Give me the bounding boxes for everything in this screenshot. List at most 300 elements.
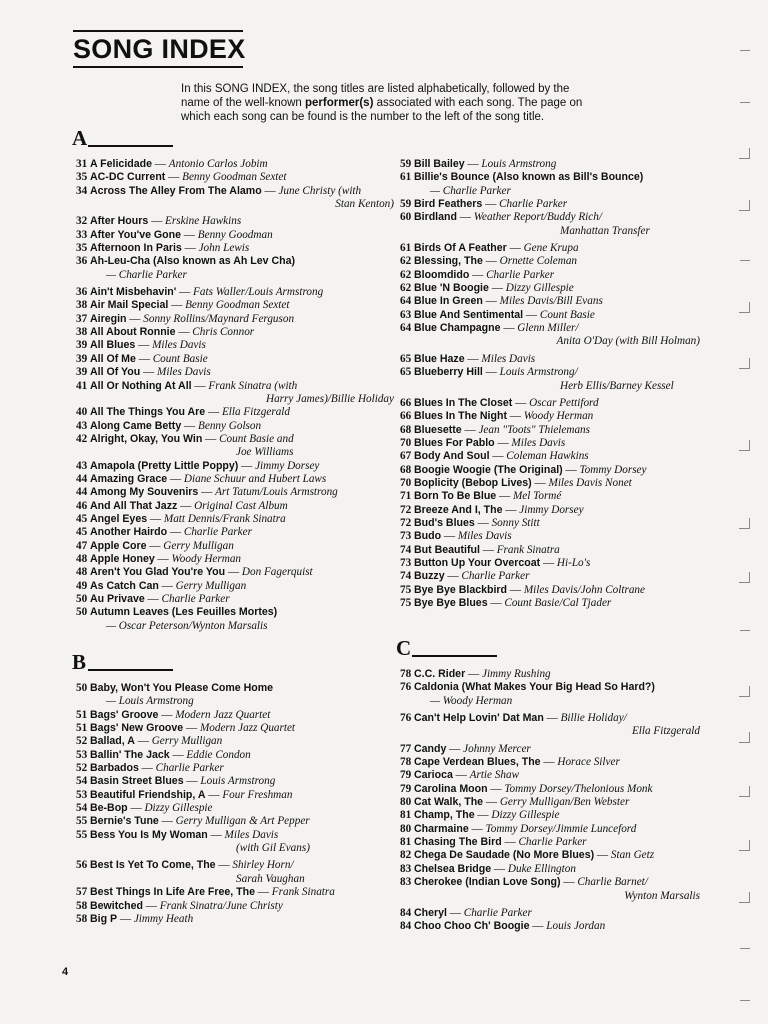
page-ref: 35 [76,242,88,255]
performer: Jimmy Heath [133,912,194,925]
performer: Count Basie [539,308,595,321]
index-entry: 76 Can't Help Lovin' Dat Man — Billie Holiday/ [400,712,627,725]
performer: Modern Jazz Quartet [199,722,296,735]
performer: Sonny Stitt [491,516,540,529]
song-title: Boplicity (Bebop Lives) [413,476,532,489]
performer: Miles Davis [157,366,211,379]
index-entry [400,171,700,184]
performer: Count Basie and [219,432,294,445]
performer: Modern Jazz Quartet [175,708,271,721]
song-title: Birdland [413,211,457,224]
page-ref: 44 [76,472,88,485]
performer: Ornette Coleman [499,255,578,268]
song-title: Champ, The [413,809,475,822]
performer: Louis Armstrong [481,158,557,170]
performer-continued: Sarah Vaughan [236,872,305,885]
page-ref: 58 [76,899,88,912]
index-entry: 38 All About Ronnie — Chris Connor [76,326,255,339]
song-title: Au Privave [89,593,145,605]
index-entry: 41 All Or Nothing At All — Frank Sinatra (with [76,379,298,392]
page-ref: 39 [76,352,88,365]
page-ref: 45 [76,526,88,539]
song-title: Billie's Bounce (Also known as Bill's Bounce) [413,171,644,184]
song-title: Apple Honey [89,552,155,565]
performer: John Lewis [198,242,250,255]
index-entry: 66 Blues In The Night — Woody Herman [400,410,594,423]
song-title: Best Is Yet To Come, The [89,859,216,872]
index-entry: 43 Along Came Betty — Benny Golson [76,419,262,432]
performer: Dizzy Gillespie [144,802,213,815]
performer-continued: Harry James)/Billie Holiday [265,392,394,405]
performer: Miles Davis [224,828,279,841]
page-ref: 34 [76,184,88,197]
section-b-right [400,158,700,610]
section-a [72,126,394,633]
index-entry: 49 As Catch Can — Gerry Mulligan [76,579,247,592]
index-entry [400,681,700,694]
index-entry: 63 Blue And Sentimental — Count Basie [400,308,595,321]
index-entry: 78 C.C. Rider — Jimmy Rushing [400,668,551,680]
song-title: Amapola (Pretty Little Poppy) [89,459,239,472]
performer-continued: Wynton Marsalis [624,889,700,902]
song-title: Candy [413,742,447,755]
song-title: Bluesette [413,423,462,436]
index-entry: 84 Choo Choo Ch' Boogie — Louis Jordan [400,920,606,933]
performer: Louis Armstrong/ [499,366,578,379]
index-entry: 53 Ballin' The Jack — Eddie Condon [76,748,251,761]
index-entry: 56 Best Is Yet To Come, The — Shirley Horn/ [76,859,294,872]
index-entry: 37 Airegin — Sonny Rollins/Maynard Ferguson [76,312,295,325]
page-ref: 51 [76,722,88,735]
song-title: Blue Haze [413,352,465,365]
index-entry: 48 Aren't You Glad You're You — Don Fagerquist [76,566,313,579]
performer-continued: Ella Fitzgerald [631,725,700,738]
page-ref: 78 [400,756,412,769]
section-header [396,636,700,668]
page-ref: 84 [400,920,412,933]
performer: Horace Silver [557,756,620,769]
song-title: As Catch Can [89,579,159,592]
performer: Gerry Mulligan & Art Pepper [175,815,310,828]
performer: Charlie Parker [161,593,230,605]
page-ref: 38 [76,326,88,339]
song-title: Air Mail Special [89,299,169,312]
performer: Gerry Mulligan [175,579,247,592]
song-title: Barbados [89,762,139,775]
performer: Louis Jordan [546,920,606,933]
index-entry: 43 Amapola (Pretty Little Poppy) — Jimmy Dorsey [76,459,320,472]
performer: Oscar Pettiford [529,396,599,409]
song-title: Born To Be Blue [413,490,497,503]
index-entry: 33 After You've Gone — Benny Goodman [76,228,273,241]
performer: Louis Armstrong [200,775,276,788]
performer: Tommy Dorsey/Thelonious Monk [504,782,653,795]
song-title: Blues In The Closet [413,396,513,409]
performer: Miles Davis [457,530,512,543]
performer-continued: Anita O'Day (with Bill Holman) [556,335,700,348]
page-ref: 51 [76,708,88,721]
page-ref: 71 [400,490,412,503]
performer: Jean "Toots" Thielemans [478,423,590,436]
title-underline [73,66,243,68]
page-ref: 62 [400,268,412,281]
index-entry: 46 And All That Jazz — Original Cast Album [76,499,288,512]
song-title: Blueberry Hill [413,366,483,379]
page-ref: 80 [400,822,412,835]
index-entry: 84 Cheryl — Charlie Parker [400,906,532,919]
performer-continued: — Woody Herman [430,694,513,707]
page-ref: 36 [76,255,88,268]
song-title: AC-DC Current [89,171,166,184]
performer: Miles Davis Nonet [548,476,632,489]
index-entry [76,255,394,268]
index-entry: 40 All The Things You Are — Ella Fitzgerald [76,406,290,419]
index-entry: 72 Breeze And I, The — Jimmy Dorsey [400,503,584,516]
performer-continued: — Charlie Parker [430,184,511,197]
performer: Benny Goodman Sextet [182,171,287,184]
page-ref: 70 [400,476,412,489]
page-ref: 52 [76,762,88,775]
song-title: Baby, Won't You Please Come Home [89,682,274,694]
index-entry: 51 Bags' Groove — Modern Jazz Quartet [76,708,271,721]
page-ref: 61 [400,171,412,184]
song-title: Blue And Sentimental [413,308,524,321]
index-entry: 68 Boogie Woogie (The Original) — Tommy Dorsey [400,463,647,476]
page-ref: 59 [400,158,412,170]
song-title: Choo Choo Ch' Boogie [413,920,530,933]
song-title: After You've Gone [89,228,181,241]
song-title: Cheryl [413,906,447,919]
song-title: Carioca [413,769,453,782]
song-title: A Felicidade [89,158,152,170]
index-entry: 74 Buzzy — Charlie Parker [400,570,530,583]
song-title: Bud's Blues [413,516,475,529]
index-entry: 70 Boplicity (Bebop Lives) — Miles Davis Nonet [400,476,632,489]
performer: Billie Holiday/ [560,712,627,725]
song-title: Can't Help Lovin' Dat Man [413,712,544,725]
top-rule [73,30,243,32]
song-title: Amazing Grace [89,472,168,485]
performer: Dizzy Gillespie [491,809,560,822]
performer: Charlie Parker [499,198,568,211]
index-entry: 45 Angel Eyes — Matt Dennis/Frank Sinatra [76,512,286,525]
index-entry: 44 Among My Souvenirs — Art Tatum/Louis Armstrong [76,486,338,499]
performer: Artie Shaw [469,769,520,782]
page-ref: 70 [400,436,412,449]
song-title: Bye Bye Blackbird [413,583,508,596]
performer: Frank Sinatra [271,886,335,899]
page-ref: 76 [400,712,412,725]
performer: Benny Goodman [197,228,273,241]
index-entry: 42 Alright, Okay, You Win — Count Basie and [76,432,294,445]
index-entry: 55 Bess You Is My Woman — Miles Davis [76,828,279,841]
index-entry: 52 Ballad, A — Gerry Mulligan [76,735,223,748]
performer: Jimmy Rushing [481,668,551,680]
index-entry: 81 Chasing The Bird — Charlie Parker [400,836,587,849]
page-ref: 32 [76,215,88,228]
page-ref: 78 [400,668,412,680]
performer: Charlie Parker [461,570,530,583]
song-title: Airegin [89,312,127,325]
song-title: All Or Nothing At All [89,379,192,392]
song-title: And All That Jazz [89,499,178,512]
performer: Charlie Parker [183,526,252,539]
page-ref: 48 [76,566,88,579]
page-ref: 55 [76,828,88,841]
intro-paragraph [181,82,601,124]
performer-continued: Joe Williams [236,446,294,459]
performer: Charlie Parker [463,906,532,919]
performer: Eddie Condon [186,748,251,761]
performer: Count Basie [152,352,208,365]
song-title: Big P [89,912,118,925]
index-entry: 74 But Beautiful — Frank Sinatra [400,543,560,556]
song-title: Bags' New Groove [89,722,184,735]
page-ref: 59 [400,198,412,211]
index-entry: 78 Cape Verdean Blues, The — Horace Silver [400,756,620,769]
page-ref: 41 [76,379,88,392]
index-entry: 51 Bags' New Groove — Modern Jazz Quartet [76,722,296,735]
page-ref: 65 [400,366,412,379]
performer: Glenn Miller/ [517,322,579,335]
performer: Diane Schuur and Hubert Laws [183,472,327,485]
index-entry: 39 All Of Me — Count Basie [76,352,208,365]
index-entry: 67 Body And Soul — Coleman Hawkins [400,450,589,463]
song-title: Buzzy [413,570,445,583]
index-entry: 72 Bud's Blues — Sonny Stitt [400,516,540,529]
page-ref: 39 [76,339,88,352]
page-ref: 74 [400,543,412,556]
index-entry: 39 All Blues — Miles Davis [76,339,206,352]
index-entry: 73 Button Up Your Overcoat — Hi-Lo's [400,556,591,569]
song-title: C.C. Rider [413,668,466,680]
performer: Chris Connor [192,326,255,339]
song-title: Cape Verdean Blues, The [413,756,541,769]
page-ref: 79 [400,782,412,795]
performer: Benny Goodman Sextet [185,299,290,312]
performer: Duke Ellington [507,862,576,875]
performer: Original Cast Album [194,499,288,512]
page-ref: 57 [76,886,88,899]
performer: Don Fagerquist [241,566,313,579]
performer: Frank Sinatra (with [208,379,298,392]
page-ref: 65 [400,352,412,365]
page-ref: 72 [400,516,412,529]
performer: Sonny Rollins/Maynard Ferguson [143,312,295,325]
song-title: Ah-Leu-Cha (Also known as Ah Lev Cha) [89,255,296,268]
song-title: All About Ronnie [89,326,176,339]
index-entry: 59 Bill Bailey — Louis Armstrong [400,158,557,170]
page-ref: 72 [400,503,412,516]
performer: Charlie Parker [486,268,555,281]
page-ref: 62 [400,282,412,295]
page-ref: 36 [76,286,88,299]
song-title: Ballin' The Jack [89,748,170,761]
page-number: 4 [62,966,69,978]
performer: Tommy Dorsey [579,463,647,476]
performer: Benny Golson [198,419,262,432]
index-entry: 54 Be-Bop — Dizzy Gillespie [76,802,213,815]
page-ref: 75 [400,583,412,596]
page-ref: 53 [76,748,88,761]
page-ref: 75 [400,597,412,609]
index-entry: 55 Bernie's Tune — Gerry Mulligan & Art Pepper [76,815,310,828]
page-ref: 42 [76,432,88,445]
page-ref: 43 [76,459,88,472]
page-ref: 31 [76,158,88,170]
performer: Ella Fitzgerald [221,406,290,419]
index-entry: 75 Bye Bye Blues — Count Basie/Cal Tjader [400,597,612,609]
performer: Mel Tormé [512,490,562,503]
performer: Count Basie/Cal Tjader [504,597,612,609]
song-title: Button Up Your Overcoat [413,556,541,569]
page-ref: 61 [400,242,412,255]
page-ref: 50 [76,682,88,694]
page-ref: 40 [76,406,88,419]
index-entry: 66 Blues In The Closet — Oscar Pettiford [400,396,599,409]
page-ref: 66 [400,396,412,409]
section-rule [88,669,173,671]
page-ref: 56 [76,859,88,872]
page-ref: 68 [400,463,412,476]
index-entry: 75 Bye Bye Blackbird — Miles Davis/John Coltrane [400,583,645,596]
performer: Charlie Parker [518,836,587,849]
performer: Four Freshman [222,788,293,801]
song-title: Bewitched [89,899,143,912]
index-entry: 81 Champ, The — Dizzy Gillespie [400,809,560,822]
section-b-left [72,650,394,926]
performer: Weather Report/Buddy Rich/ [473,211,602,224]
page-ref: 66 [400,410,412,423]
index-entry: 38 Air Mail Special — Benny Goodman Sextet [76,299,290,312]
performer: Johnny Mercer [463,742,531,755]
song-title: Best Things In Life Are Free, The [89,886,255,899]
performer: Art Tatum/Louis Armstrong [215,486,338,499]
performer-continued: Manhattan Transfer [560,224,650,237]
section-c [396,636,700,934]
page-ref: 37 [76,312,88,325]
performer: Matt Dennis/Frank Sinatra [163,512,286,525]
song-title: Bill Bailey [413,158,465,170]
index-entry: 64 Blue Champagne — Glenn Miller/ [400,322,579,335]
performer: Gerry Mulligan/Ben Webster [499,796,630,809]
performer: Stan Getz [610,849,655,862]
song-title: Bye Bye Blues [413,597,488,609]
section-header [72,650,394,682]
index-entry: 48 Apple Honey — Woody Herman [76,552,242,565]
page-ref: 45 [76,512,88,525]
index-entry [76,682,394,695]
song-title: Body And Soul [413,450,490,463]
song-title: Alright, Okay, You Win [89,432,203,445]
performer: Miles Davis [481,352,536,365]
song-title: Bess You Is My Woman [89,828,208,841]
index-entry: 82 Chega De Saudade (No More Blues) — Stan Getz [400,849,655,862]
song-title: Bernie's Tune [89,815,159,828]
page-ref: 79 [400,769,412,782]
page-ref: 50 [76,606,88,619]
index-entry: 83 Chelsea Bridge — Duke Ellington [400,862,576,875]
page-ref: 50 [76,593,88,605]
section-rule [412,655,497,657]
performer: Dizzy Gillespie [505,282,574,295]
song-title: All Blues [89,339,136,352]
song-title: Chega De Saudade (No More Blues) [413,849,595,862]
song-title: Be-Bop [89,802,128,815]
song-title: Basin Street Blues [89,775,184,788]
page-ref: 54 [76,802,88,815]
index-entry: 39 All Of You — Miles Davis [76,366,211,379]
index-entry: 54 Basin Street Blues — Louis Armstrong [76,775,276,788]
performer-continued: Stan Kenton) [335,198,394,211]
song-title: Birds Of A Feather [413,242,507,255]
index-entry: 32 After Hours — Erskine Hawkins [76,215,242,228]
performer: Erskine Hawkins [165,215,242,228]
song-title: Autumn Leaves (Les Feuilles Mortes) [89,606,278,619]
song-title: Ballad, A [89,735,135,748]
page-ref: 68 [400,423,412,436]
song-title: Beautiful Friendship, A [89,788,206,801]
index-entry: 59 Bird Feathers — Charlie Parker [400,198,568,211]
page-ref: 33 [76,228,88,241]
page-ref: 49 [76,579,88,592]
page-ref: 83 [400,862,412,875]
song-title: Charmaine [413,822,469,835]
performer: Shirley Horn/ [232,859,294,872]
song-title: All Of Me [89,352,136,365]
song-title: Blues In The Night [413,410,507,423]
song-title: Chelsea Bridge [413,862,492,875]
song-title: Bags' Groove [89,708,159,721]
page-ref: 38 [76,299,88,312]
page-ref: 67 [400,450,412,463]
page-ref: 62 [400,255,412,268]
section-letter: A [72,126,88,150]
performer: Gerry Mulligan [163,539,234,552]
index-entry: 79 Carioca — Artie Shaw [400,769,520,782]
song-title: Along Came Betty [89,419,182,432]
page-ref: 58 [76,912,88,925]
performer: Jimmy Dorsey [519,503,584,516]
song-title: Afternoon In Paris [89,242,182,255]
page-ref: 55 [76,815,88,828]
page-ref: 43 [76,419,88,432]
index-entry: 68 Bluesette — Jean "Toots" Thielemans [400,423,590,436]
performer: Coleman Hawkins [506,450,589,463]
index-entry: 47 Apple Core — Gerry Mulligan [76,539,234,552]
performer: Antonio Carlos Jobim [168,158,268,170]
page-ref: 46 [76,499,88,512]
song-title: Blessing, The [413,255,483,268]
performer-continued: — Oscar Peterson/Wynton Marsalis [106,619,268,632]
performer: Fats Waller/Louis Armstrong [193,286,324,299]
performer: Miles Davis/Bill Evans [499,295,603,308]
performer: Hi-Lo's [556,556,591,569]
page-ref: 64 [400,322,412,335]
song-title: Cherokee (Indian Love Song) [413,876,561,889]
song-title: Blues For Pablo [413,436,495,449]
performer-continued: (with Gil Evans) [236,842,310,855]
index-entry: 62 Blue 'N Boogie — Dizzy Gillespie [400,282,574,295]
performer: Miles Davis/John Coltrane [523,583,645,596]
song-title: Cat Walk, The [413,796,484,809]
page-ref: 35 [76,171,88,184]
song-title: Carolina Moon [413,782,488,795]
song-title: Among My Souvenirs [89,486,199,499]
index-entry: 62 Bloomdido — Charlie Parker [400,268,555,281]
performer: Miles Davis [511,436,566,449]
index-entry: 53 Beautiful Friendship, A — Four Freshman [76,788,293,801]
